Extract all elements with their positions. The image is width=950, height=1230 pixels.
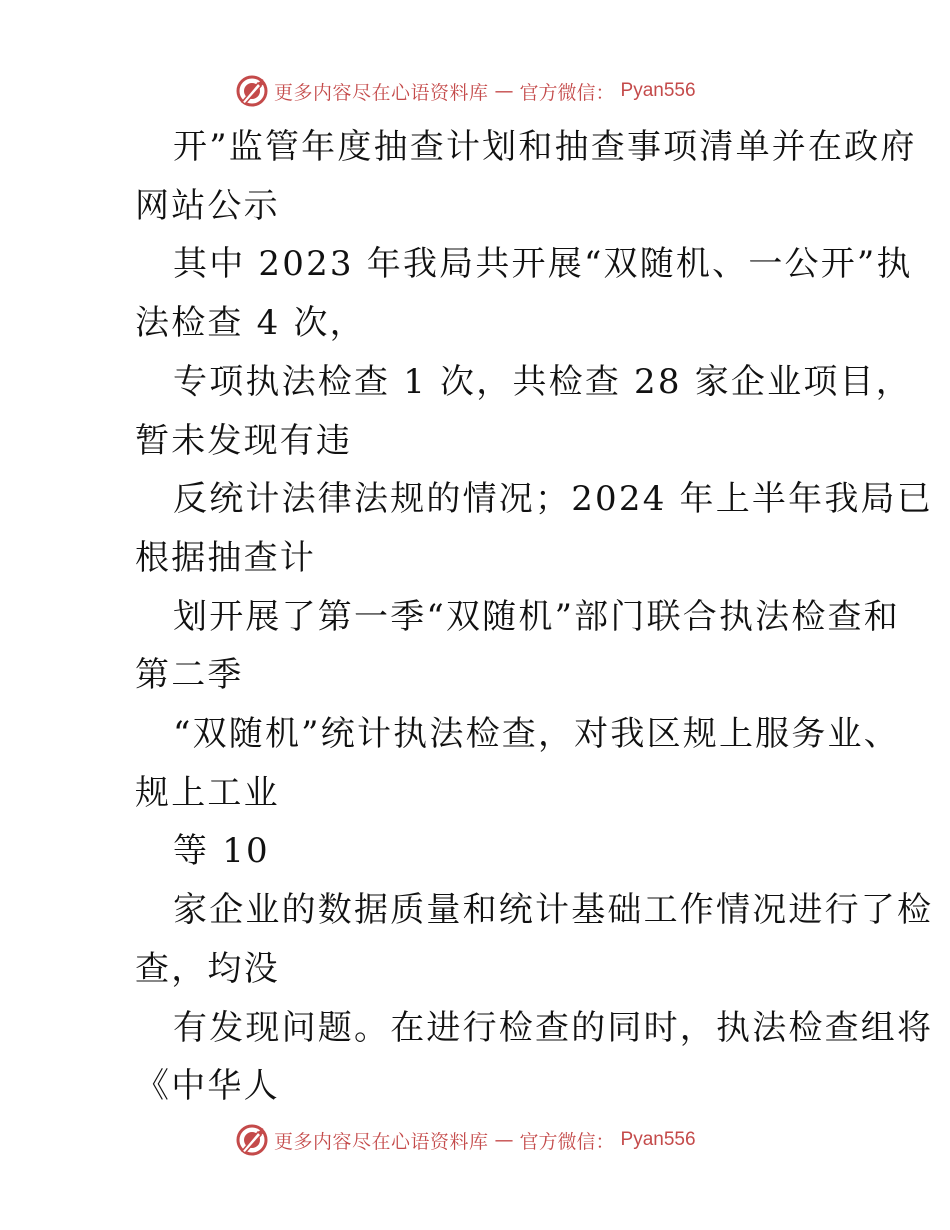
paragraph xyxy=(97,881,934,998)
paragraph-line: 第二季 xyxy=(135,655,244,696)
paragraph xyxy=(97,470,933,587)
watermark-brand: 更多内容尽在心语资料库 xyxy=(274,81,489,104)
paragraph xyxy=(97,235,913,352)
paragraph-line: 网站公示 xyxy=(135,185,280,226)
paragraph-line: 等 10 xyxy=(173,831,270,872)
watermark-brand: 更多内容尽在心语资料库 xyxy=(274,1130,489,1153)
document-body xyxy=(97,118,934,1116)
paragraph-line: 专项执法检查 1 次，共检查 28 家企业项目， xyxy=(173,361,912,402)
paragraph-line: 其中 2023 年我局共开展“双随机、一公开”执 xyxy=(173,244,913,285)
watermark-wechat-label: 官方微信： xyxy=(519,1130,615,1153)
paragraph-line: “双随机”统计执法检查，对我区规上服务业、 xyxy=(173,714,900,755)
paragraph xyxy=(97,588,900,705)
paragraph-line: 规上工业 xyxy=(135,772,280,813)
watermark-separator: — xyxy=(494,1129,514,1151)
watermark-wechat-id: Pyan556 xyxy=(620,80,696,101)
paragraph-line: 根据抽查计 xyxy=(135,537,316,578)
paragraph xyxy=(97,999,934,1116)
pen-logo-icon xyxy=(236,1124,268,1156)
paragraph-line: 《中华人 xyxy=(135,1066,280,1107)
paragraph-line: 法检查 4 次， xyxy=(135,303,366,344)
paragraph-line: 有发现问题。在进行检查的同时，执法检查组将 xyxy=(173,1007,934,1048)
watermark-wechat-id: Pyan556 xyxy=(620,1129,696,1150)
paragraph-line: 划开展了第一季“双随机”部门联合执法检查和 xyxy=(173,596,900,637)
watermark-wechat-label: 官方微信： xyxy=(519,81,615,104)
paragraph xyxy=(97,118,917,235)
paragraph xyxy=(97,353,912,470)
paragraph-line: 开”监管年度抽查计划和抽查事项清单并在政府 xyxy=(173,127,917,167)
paragraph-line: 查，均没 xyxy=(135,948,280,989)
paragraph-line: 暂未发现有违 xyxy=(135,420,353,461)
watermark-separator: — xyxy=(494,80,514,102)
header-watermark xyxy=(236,74,696,108)
footer-watermark xyxy=(236,1123,696,1157)
paragraph-line: 家企业的数据质量和统计基础工作情况进行了检 xyxy=(173,890,934,931)
pen-logo-icon xyxy=(236,75,268,107)
paragraph-line: 反统计法律法规的情况；2024 年上半年我局已 xyxy=(173,479,933,520)
paragraph xyxy=(97,822,857,881)
paragraph xyxy=(97,705,900,822)
